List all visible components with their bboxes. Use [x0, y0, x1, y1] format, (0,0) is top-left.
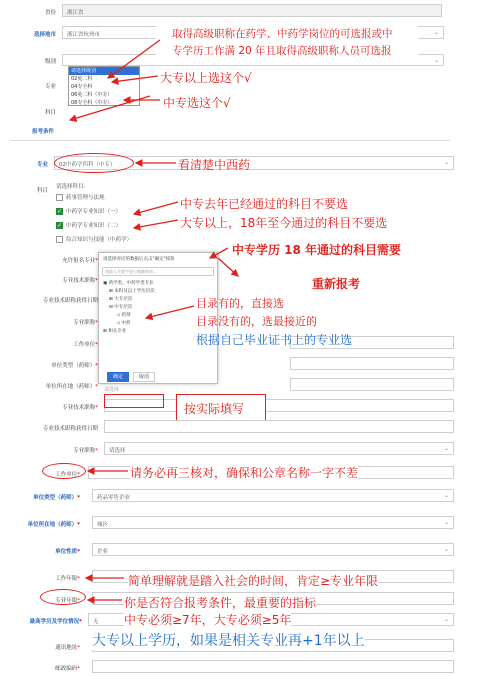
- subject-label-top: 科目: [44, 110, 56, 116]
- subjects-hint: 请选择科目：: [56, 184, 90, 190]
- cert-major2-label: 专业技术职称 *: [2, 403, 98, 411]
- level-option-0[interactable]: 请选择级别: [69, 67, 139, 75]
- ann-zhongzhuan: 中专选这个√: [163, 96, 231, 110]
- ann-dir-1: 目录有的，直接选: [196, 297, 284, 310]
- checkbox-icon[interactable]: [56, 236, 63, 243]
- arrow-subj1: [134, 202, 178, 214]
- unit-type-field[interactable]: [290, 357, 454, 370]
- subjects-label: 科目: [36, 188, 48, 194]
- unit-type2-label: 单位类型（药师） *: [2, 493, 80, 501]
- popup-cancel-button[interactable]: 取消: [133, 372, 155, 382]
- chevron-down-icon: ⌄: [443, 616, 449, 623]
- level-option-3[interactable]: 06免二科（中专）: [71, 92, 113, 98]
- level-option-1[interactable]: 02免二科: [71, 76, 93, 82]
- cert-date2-label: 专业技术职称获得日期: [42, 426, 98, 432]
- tree-node-0[interactable]: ▣ 药学类、中药学类专业: [103, 281, 154, 286]
- chevron-down-icon: ⌄: [443, 546, 449, 553]
- position-title2-select[interactable]: [104, 442, 454, 455]
- tree-node-3[interactable]: ⊟ 中专层次: [109, 305, 133, 310]
- subject-item-2[interactable]: ✓ 中药学专业知识（二）: [57, 222, 122, 229]
- note-top-line1: 取得高级职称在药学、中药学岗位的可选报或中: [172, 28, 393, 40]
- ann-years-1: 简单理解就是踏入社会的时间，肯定≥专业年限: [128, 574, 379, 588]
- tree-node-4[interactable]: ▫ 药剂: [117, 313, 131, 318]
- major-label-top: 专业: [44, 84, 56, 90]
- unit-nature2-select[interactable]: [92, 543, 454, 556]
- checkbox-checked-icon[interactable]: ✓: [57, 222, 63, 229]
- ann-dazhuan: 大专以上选这个√: [160, 71, 252, 85]
- popup-field-placeholder[interactable]: 请选择: [104, 387, 120, 393]
- subject-item-0[interactable]: 药事管理与法规: [56, 193, 105, 201]
- unit-type2-value: 药品零售企业: [97, 495, 131, 501]
- ann-years-4: 大专以上学历，如果是相关专业再+1年以上: [92, 630, 365, 650]
- oval-major: [54, 153, 134, 173]
- edu-degree-label: 最高学历及学位情况 *: [0, 617, 82, 625]
- cert-date2-field[interactable]: [104, 420, 454, 433]
- ann-passed-1: 中专去年已经通过的科目不要选: [180, 197, 349, 211]
- ann-years-2: 你是否符合报考条件，最重要的指标: [124, 596, 317, 610]
- arrow-retake-down: [218, 258, 238, 276]
- checkbox-checked-icon[interactable]: ✓: [57, 208, 63, 215]
- unit-nature2-value: 企业: [97, 549, 109, 555]
- unit-type2-select[interactable]: [92, 489, 454, 502]
- major-years-label: 专业年限 *: [2, 596, 80, 604]
- level-label: 级别: [44, 59, 56, 65]
- chevron-down-icon: ⌄: [433, 29, 439, 36]
- ann-retake-2: 重新报考: [312, 277, 361, 291]
- tree-node-2[interactable]: ⊞ 大专层次: [109, 297, 133, 302]
- chevron-down-icon: ⌄: [443, 492, 449, 499]
- unit-location2-label: 单位所在地（药师） *: [2, 520, 80, 528]
- arrow-subj2: [134, 220, 178, 228]
- address-label: 通讯地址 *: [2, 643, 80, 651]
- ann-years-3: 中专必须≥7年，大专必须≥5年: [124, 613, 292, 627]
- position-title2-value: 请选择: [109, 448, 126, 454]
- exam-cond-label: 报考条件: [31, 129, 54, 135]
- position-title2-label: 专业职称 *: [2, 446, 98, 454]
- popup-confirm-button[interactable]: 确定: [107, 372, 129, 382]
- oval-major-years: [40, 589, 86, 605]
- work-years-label: 工作年限 *: [2, 574, 80, 582]
- unit-location-field[interactable]: [290, 378, 454, 391]
- cert-major-label: 专业技术职称 *: [2, 276, 98, 284]
- major-value: 02中药学四科（中专）: [59, 162, 116, 168]
- level-option-4[interactable]: 08专全科（中专）: [71, 100, 113, 106]
- unit-location2-select[interactable]: [92, 516, 454, 529]
- position-title-label: 专业职称 *: [2, 318, 98, 326]
- unit-type-label: 单位类型（药师） *: [2, 361, 98, 369]
- ann-check-major: 看清楚中西药: [178, 158, 251, 172]
- tree-node-1[interactable]: ⊞ 本科及以上学历层次: [109, 289, 155, 294]
- divider: [10, 140, 450, 141]
- chevron-down-icon: ⌄: [443, 445, 449, 452]
- major-label: 专业: [36, 162, 48, 168]
- note-top-line2: 专学历工作满 20 年且取得高级职称人员可选报: [172, 45, 392, 57]
- chevron-down-icon: ⌄: [433, 57, 439, 64]
- ann-dir-2: 目录没有的，选最接近的: [196, 315, 317, 328]
- close-icon[interactable]: ×: [210, 254, 216, 261]
- postcode-field[interactable]: [92, 660, 454, 673]
- cert-date-label: 专业技术职称获得日期: [42, 298, 98, 304]
- edu-degree-value: 无: [93, 619, 99, 625]
- ann-dir-3: 根据自己毕业证书上的专业选: [196, 333, 353, 347]
- postcode-label: 邮政编码 *: [2, 664, 80, 672]
- work-unit2-label: 工作单位 *: [2, 470, 80, 478]
- ann-passed-2: 大专以上，18年至今通过的科目不要选: [180, 216, 388, 230]
- unit-location2-value: 城区: [97, 522, 109, 528]
- popup-title: 请选择对应的数据后点击"确定"按钮: [103, 257, 175, 262]
- city-value: 浙江省杭州市: [67, 32, 101, 38]
- chevron-down-icon: ⌄: [443, 159, 449, 166]
- checkbox-icon[interactable]: [56, 194, 63, 201]
- ann-fill-actual: 按实际填写: [184, 402, 245, 416]
- ann-retake-1: 中专学历 18 年通过的科目需要: [232, 243, 402, 257]
- allow-major-label: 允许报名专业 *: [2, 256, 98, 264]
- subject-item-1[interactable]: ✓ 中药学专业知识（一）: [57, 208, 122, 215]
- ann-verify: 请务必再三核对，确保和公章名称一字不差: [130, 466, 359, 480]
- province-label: 省份: [44, 10, 56, 16]
- box-allow-major: [104, 394, 164, 408]
- tree-node-6[interactable]: ⊞ 相关专业: [103, 329, 127, 334]
- unit-location-label: 单位所在地（药师） *: [2, 382, 98, 390]
- city-label: 选择地市: [33, 32, 56, 38]
- oval-work-unit: [42, 463, 86, 479]
- popup-search-input[interactable]: 请输入关键字进行模糊查询...: [102, 267, 214, 276]
- unit-nature2-label: 单位性质 *: [2, 547, 80, 555]
- work-unit-label: 工作单位 *: [2, 340, 98, 348]
- tree-node-5[interactable]: ▫ 中药: [117, 321, 131, 326]
- level-option-2[interactable]: 04专全科: [71, 84, 93, 90]
- subject-item-3[interactable]: 综合知识与技能（中药学）: [56, 235, 132, 243]
- chevron-down-icon: ⌄: [443, 519, 449, 526]
- province-field[interactable]: 浙江省: [62, 4, 442, 17]
- level-dropdown[interactable]: [68, 66, 140, 106]
